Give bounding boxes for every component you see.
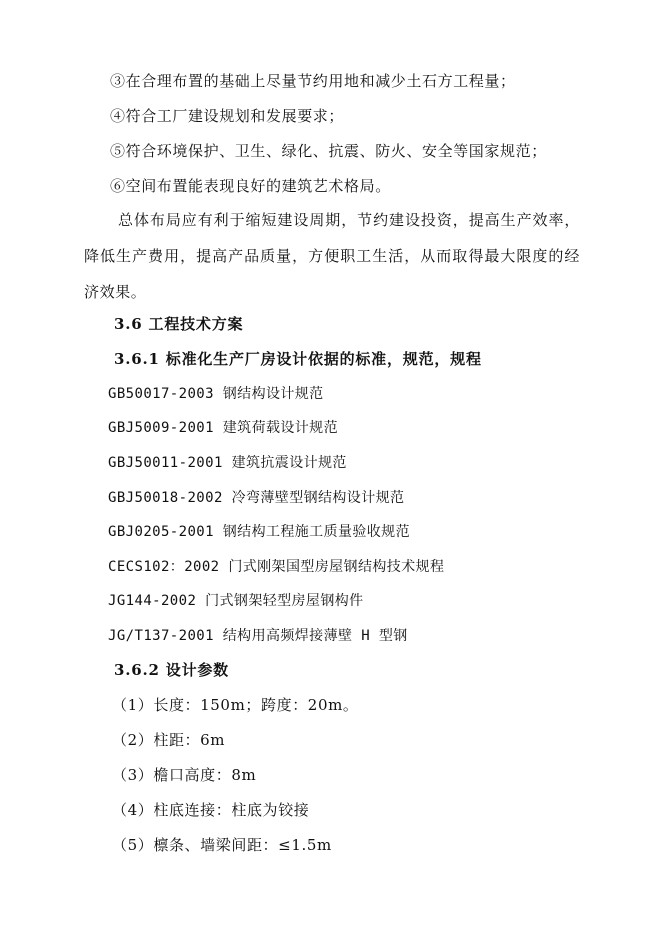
standard-item: GBJ0205-2001 钢结构工程施工质量验收规范 xyxy=(108,524,410,540)
standard-item: JG144-2002 门式钢架轻型房屋钢构件 xyxy=(108,593,364,609)
design-param: （1）长度：150m；跨度：20m。 xyxy=(112,696,359,714)
design-param: （4）柱底连接：柱底为铰接 xyxy=(112,801,310,819)
summary-paragraph: 总体布局应有利于缩短建设周期，节约建设投资，提高生产效率，降低生产费用，提高产品质量，方便职工生活，从而取得最大限度的经济效果。 xyxy=(84,211,580,301)
design-param: （3）檐口高度：8m xyxy=(112,766,257,784)
section-3-6-heading: 3.6 工程技术方案 xyxy=(114,315,244,333)
standard-item: JG/T137-2001 结构用高频焊接薄壁 H 型钢 xyxy=(108,628,408,644)
standard-item: CECS102：2002 门式刚架国型房屋钢结构技术规程 xyxy=(108,559,445,575)
design-param: （2）柱距：6m xyxy=(112,731,226,749)
section-3-6-1-heading: 3.6.1 标准化生产厂房设计依据的标准，规范，规程 xyxy=(114,350,482,368)
principle-6: ⑥空间布置能表现良好的建筑艺术格局。 xyxy=(110,177,391,195)
standard-item: GBJ50018-2002 冷弯薄壁型钢结构设计规范 xyxy=(108,490,405,506)
standard-item: GBJ50011-2001 建筑抗震设计规范 xyxy=(108,455,347,471)
standard-item: GBJ5009-2001 建筑荷载设计规范 xyxy=(108,420,338,436)
principle-4: ④符合工厂建设规划和发展要求； xyxy=(110,107,345,125)
standard-item: GB50017-2003 钢结构设计规范 xyxy=(108,386,324,402)
principle-5: ⑤符合环境保护、卫生、绿化、抗震、防火、安全等国家规范； xyxy=(110,142,547,160)
design-param: （5）檩条、墙梁间距：≤1.5m xyxy=(112,836,332,854)
section-3-6-2-heading: 3.6.2 设计参数 xyxy=(114,661,229,679)
principle-3: ③在合理布置的基础上尽量节约用地和减少土石方工程量； xyxy=(110,72,516,90)
